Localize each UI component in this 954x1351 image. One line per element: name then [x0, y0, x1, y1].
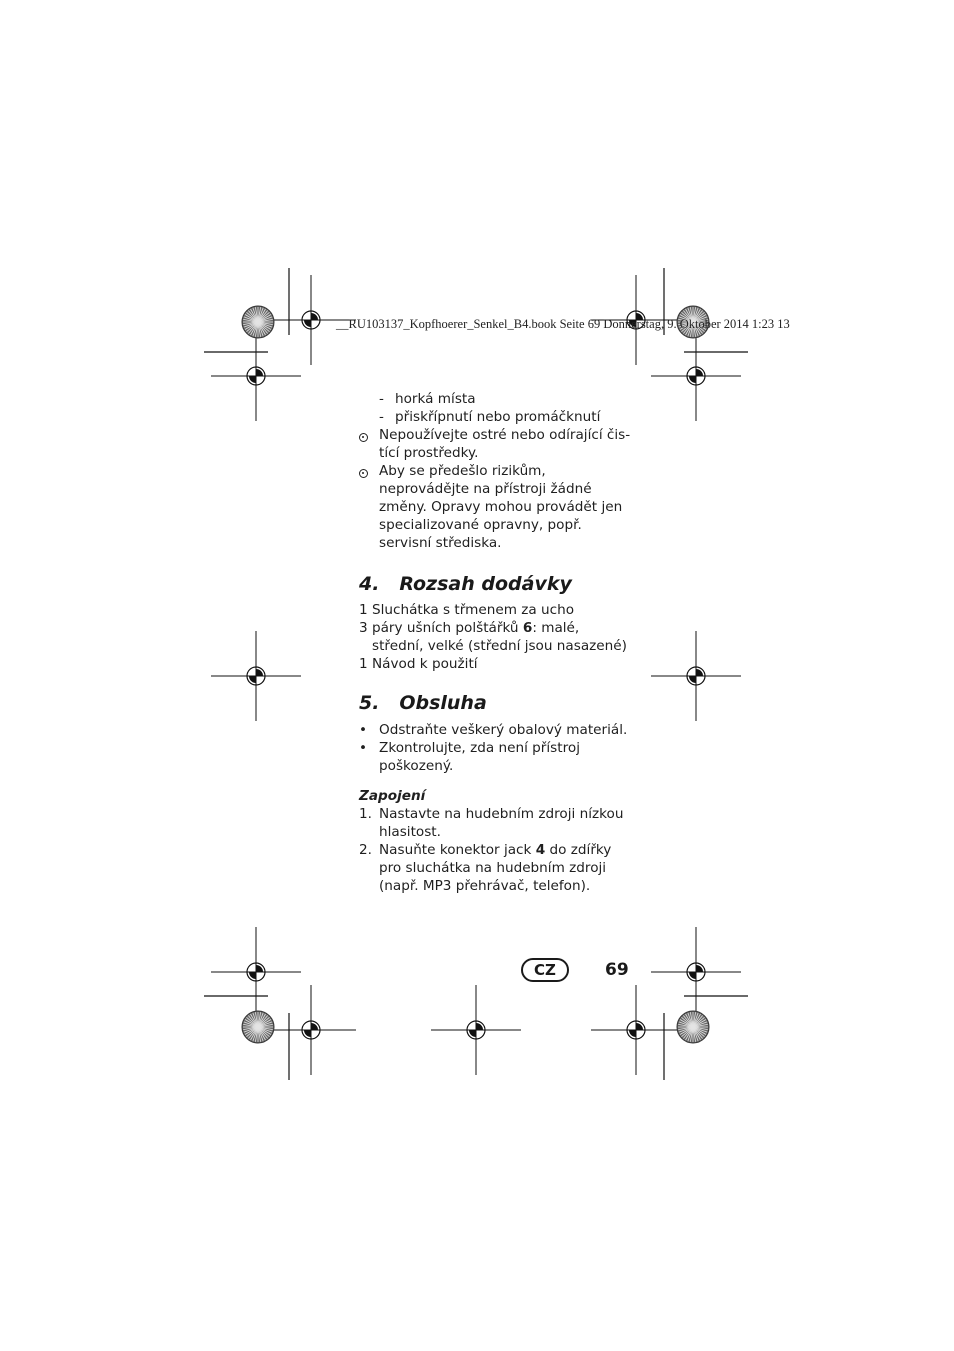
registration-crosshair-icon — [211, 631, 301, 721]
dash-item-text: přiskřípnutí nebo promáčknutí — [395, 409, 601, 425]
bullet-text: Odstraňte veškerý obalový materiál. — [379, 722, 628, 738]
page-number: 69 — [605, 960, 629, 980]
registration-crosshair-icon — [651, 927, 741, 1017]
language-badge: CZ — [521, 958, 569, 982]
list-item — [359, 390, 631, 408]
section-number: 4. — [359, 573, 380, 595]
bullet-item — [359, 739, 631, 775]
registration-crosshair-icon — [431, 985, 521, 1075]
section-title: Obsluha — [399, 692, 487, 714]
subheading: Zapojení — [359, 788, 426, 804]
part-reference: 4 — [535, 842, 546, 858]
registration-crosshair-icon — [211, 927, 301, 1017]
page-content — [359, 390, 631, 895]
step-item — [359, 841, 631, 895]
registration-crosshair-icon — [211, 331, 301, 421]
star-target-icon — [242, 1011, 274, 1043]
dash-marker: - — [379, 409, 384, 425]
registration-crosshair-icon — [266, 985, 356, 1075]
delivery-line: 1 Návod k použití — [359, 656, 478, 672]
step-item — [359, 805, 631, 841]
warning-item — [359, 462, 631, 552]
star-target-icon — [242, 306, 274, 338]
step-text: Nastavte na hudebním zdroji nízkou hlasitost. — [379, 806, 624, 840]
delivery-line: 1 Sluchátka s třmenem za ucho — [359, 602, 575, 618]
registration-crosshair-icon — [651, 631, 741, 721]
section-heading-5 — [359, 691, 631, 715]
circle-bullet-icon — [359, 462, 368, 480]
section-title: Rozsah dodávky — [399, 573, 572, 595]
part-reference: 6 — [522, 620, 533, 636]
section-number: 5. — [359, 692, 380, 714]
bullet-dot: • — [359, 722, 368, 738]
dash-item-text: horká místa — [395, 391, 476, 407]
circle-bullet-icon — [359, 426, 368, 444]
step-number: 1. — [359, 806, 372, 822]
step-text: Nasuňte konektor jack 4 do zdířky pro sluchátka na hudebním zdroji (např. MP3 přehrávač, telefon). — [379, 842, 612, 894]
warning-text: Nepoužívejte ostré nebo odírající čis-tící prostředky. — [379, 427, 631, 461]
registration-crosshair-icon — [651, 331, 741, 421]
list-item — [359, 408, 631, 426]
bullet-item — [359, 721, 631, 739]
warning-item — [359, 426, 631, 462]
bullet-text: Zkontrolujte, zda není přístroj poškozený. — [379, 740, 580, 774]
delivery-line: 3 páry ušních polštářků 6: malé, střední, velké (střední jsou nasazené) — [359, 620, 627, 654]
step-number: 2. — [359, 842, 372, 858]
warning-text: Aby se předešlo rizikům, neprovádějte na přístroji žádné změny. Opravy mohou provádět jen specializované opravny, popř. servisní střediska. — [379, 463, 623, 551]
registration-crosshair-icon — [591, 985, 681, 1075]
print-slug: __RU103137_Kopfhoerer_Senkel_B4.book Seite 69 Donnerstag, 9. Oktober 2014 1:23 13 — [336, 317, 790, 331]
star-target-icon — [677, 1011, 709, 1043]
dash-marker: - — [379, 391, 384, 407]
section-heading-4 — [359, 572, 631, 596]
bullet-dot: • — [359, 740, 368, 756]
